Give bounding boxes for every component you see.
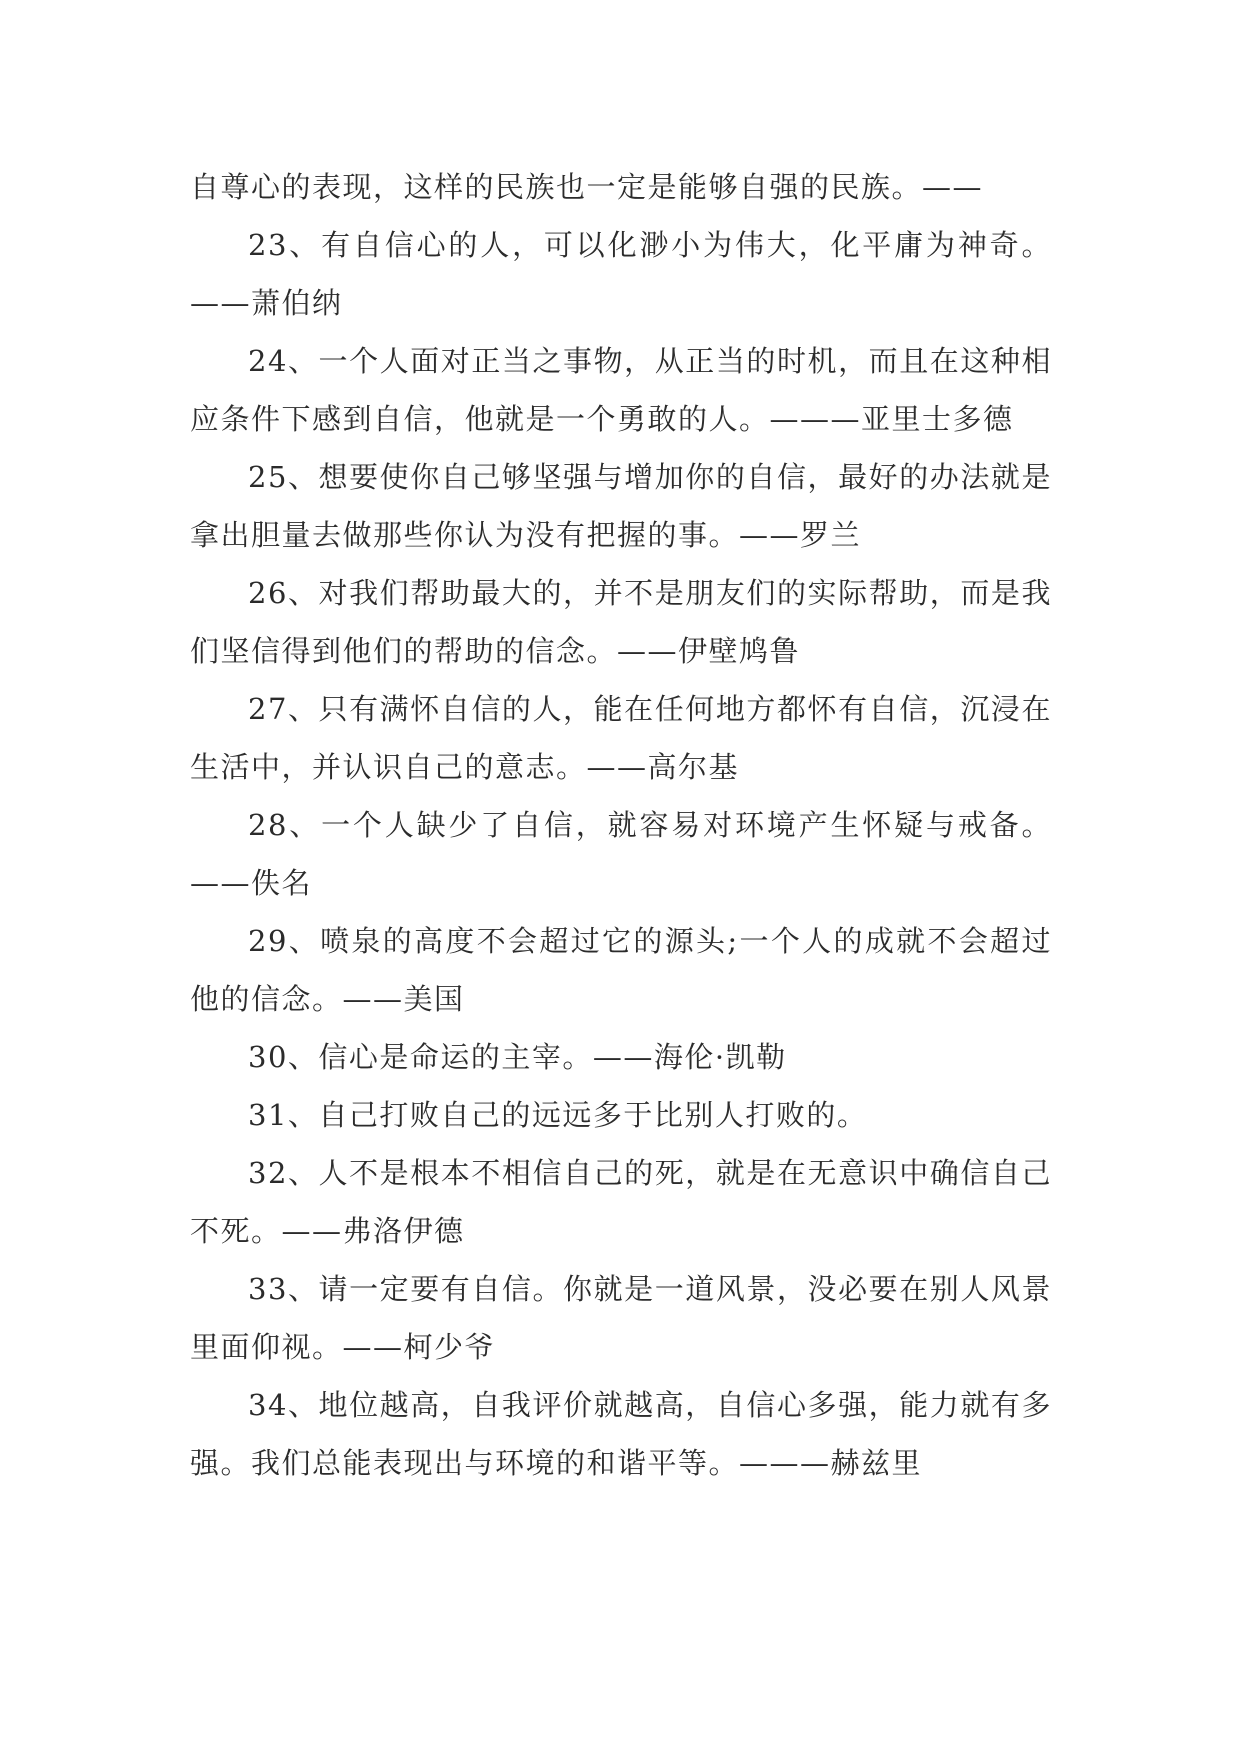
- paragraph-quote-28: 28、一个人缺少了自信，就容易对环境产生怀疑与戒备。——佚名: [190, 808, 1052, 900]
- paragraph-quote-30: 30、信心是命运的主宰。——海伦·凯勒: [248, 1040, 787, 1074]
- paragraph-quote-29: 29、喷泉的高度不会超过它的源头;一个人的成就不会超过他的信念。——美国: [190, 924, 1052, 1016]
- paragraph-quote-23: 23、有自信心的人，可以化渺小为伟大，化平庸为神奇。——萧伯纳: [190, 228, 1052, 320]
- document-body: [190, 158, 1052, 1492]
- paragraph-continued: 自尊心的表现，这样的民族也一定是能够自强的民族。——: [190, 170, 984, 204]
- paragraph-quote-32: 32、人不是根本不相信自己的死，就是在无意识中确信自己不死。——弗洛伊德: [190, 1156, 1052, 1248]
- paragraph-quote-27: 27、只有满怀自信的人，能在任何地方都怀有自信，沉浸在生活中，并认识自己的意志。——高尔基: [190, 692, 1052, 784]
- paragraph-quote-26: 26、对我们帮助最大的，并不是朋友们的实际帮助，而是我们坚信得到他们的帮助的信念。——伊壁鸠鲁: [190, 576, 1052, 668]
- paragraph-quote-31: 31、自己打败自己的远远多于比别人打败的。: [248, 1098, 868, 1132]
- paragraph-quote-25: 25、想要使你自己够坚强与增加你的自信，最好的办法就是拿出胆量去做那些你认为没有把握的事。——罗兰: [190, 460, 1052, 552]
- paragraph-quote-34: 34、地位越高，自我评价就越高，自信心多强，能力就有多强。我们总能表现出与环境的和谐平等。———赫兹里: [190, 1388, 1052, 1480]
- paragraph-quote-24: 24、一个人面对正当之事物，从正当的时机，而且在这种相应条件下感到自信，他就是一个勇敢的人。———亚里士多德: [190, 344, 1052, 436]
- paragraph-quote-33: 33、请一定要有自信。你就是一道风景，没必要在别人风景里面仰视。——柯少爷: [190, 1272, 1052, 1364]
